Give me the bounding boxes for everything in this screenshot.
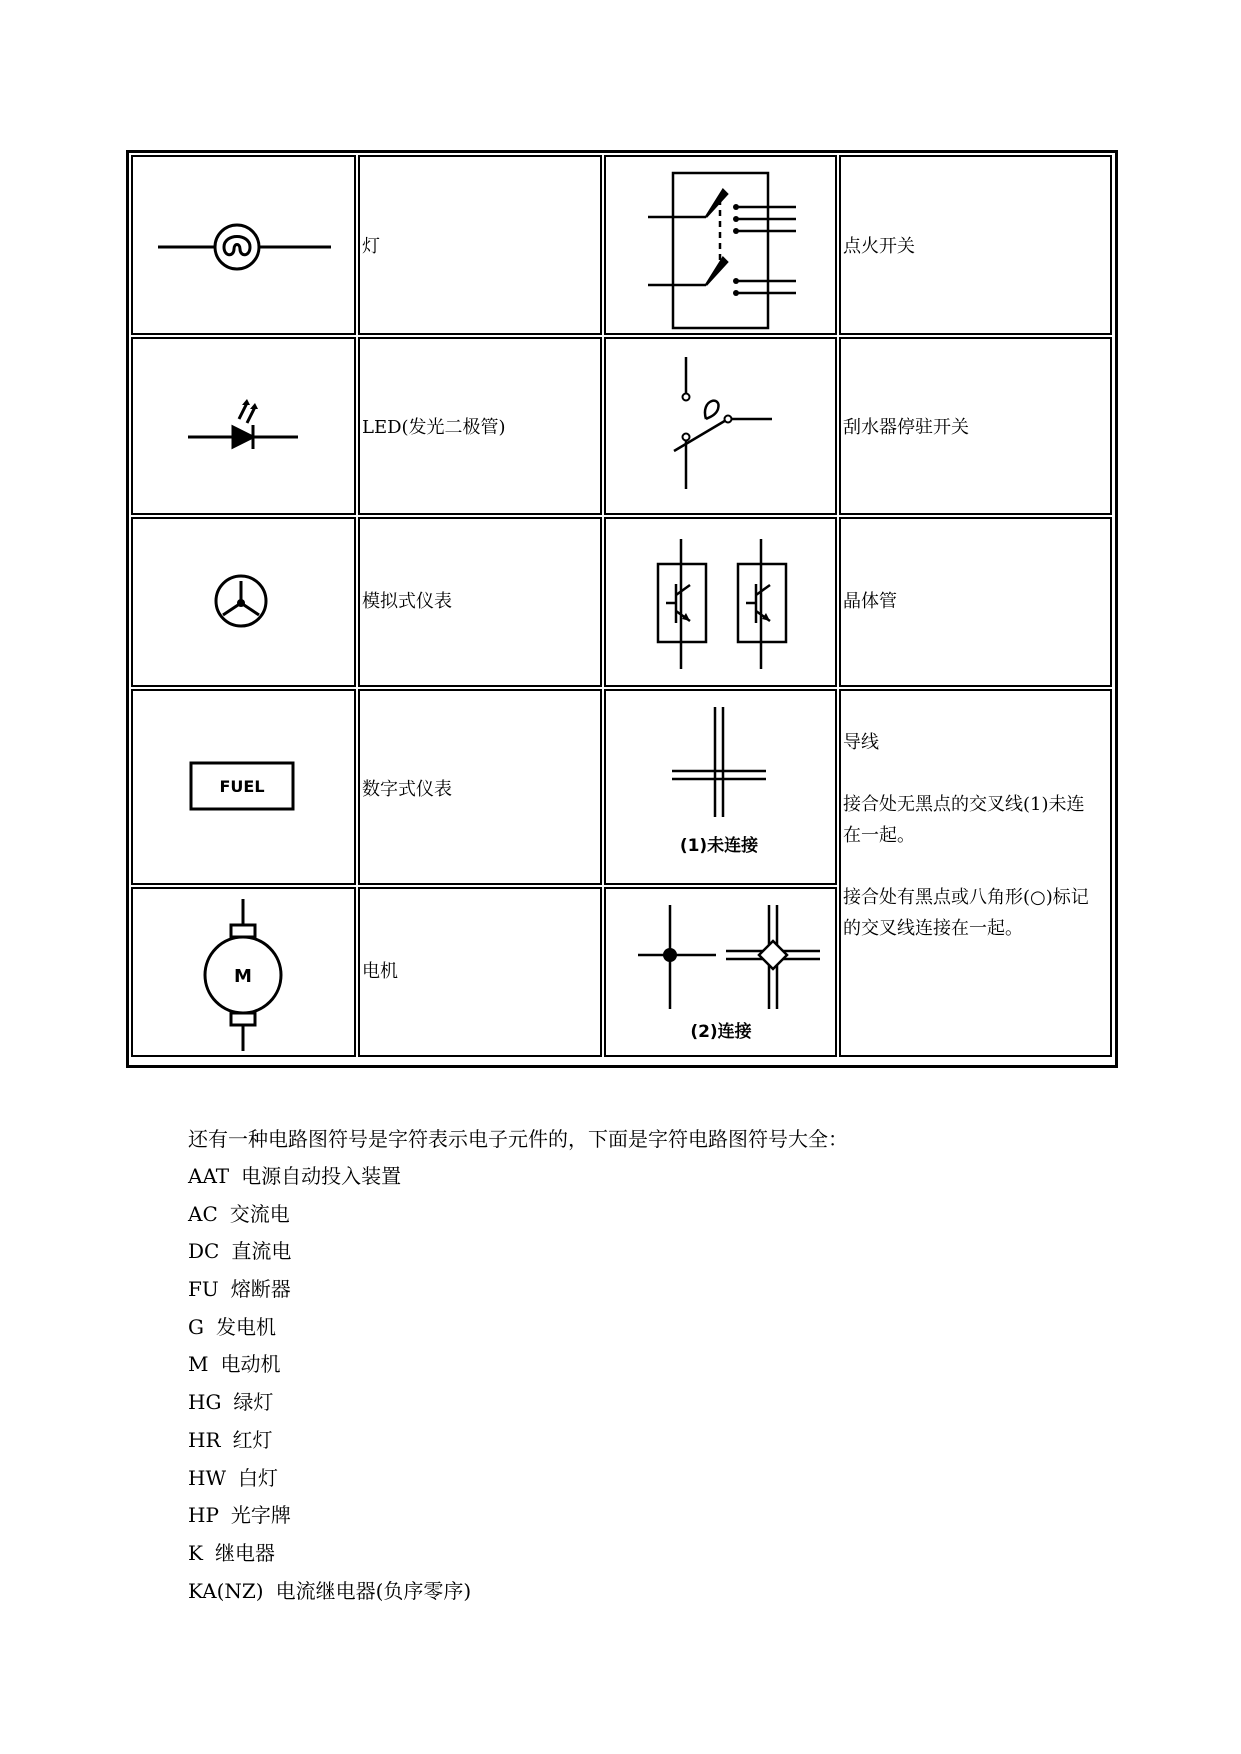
- item-name: 电源自动投入装置: [241, 1164, 402, 1188]
- wire-title: 导线: [843, 732, 879, 753]
- list-item: [188, 1309, 848, 1347]
- item-code: HG: [188, 1390, 222, 1415]
- list-item: [188, 1346, 848, 1384]
- item-name: 熔断器: [230, 1277, 291, 1302]
- list-item: [188, 1196, 848, 1234]
- item-code: HR: [188, 1427, 221, 1452]
- label-cell: [358, 155, 602, 335]
- item-name: 电动机: [220, 1352, 281, 1377]
- list-item: [188, 1460, 848, 1498]
- ignition-switch-icon: [606, 157, 839, 337]
- item-name: 电流继电器(负序零序): [275, 1578, 472, 1603]
- symbol-label-wiper-switch: 刮水器停驻开关: [843, 417, 969, 438]
- motor-text: M: [234, 966, 252, 987]
- symbol-cell-led: [131, 337, 356, 515]
- symbol-label-transistor: 晶体管: [843, 591, 897, 612]
- wiper-switch-icon: [606, 339, 839, 517]
- label-cell: [358, 887, 602, 1057]
- item-name: 交流电: [229, 1201, 290, 1226]
- label-cell: [839, 337, 1112, 515]
- symbol-cell-lamp: [131, 155, 356, 335]
- list-item: [188, 1271, 848, 1309]
- item-code: AAT: [188, 1164, 230, 1188]
- digital-meter-icon: [133, 691, 358, 887]
- list-item: [188, 1573, 848, 1611]
- label-cell: [839, 155, 1112, 335]
- item-code: M: [188, 1352, 209, 1377]
- lamp-icon: [133, 157, 358, 337]
- symbol-label-motor: 电机: [362, 961, 398, 982]
- list-item: [188, 1535, 848, 1573]
- led-icon: [133, 339, 358, 517]
- symbol-label-analog-meter: 模拟式仪表: [362, 591, 452, 612]
- item-code: KA(NZ): [188, 1578, 264, 1603]
- symbol-label-ignition-switch: 点火开关: [843, 236, 915, 257]
- item-code: G: [188, 1314, 204, 1339]
- symbol-cell-wire-not-connected: [604, 689, 837, 885]
- analog-meter-icon: [133, 519, 358, 689]
- symbol-label-lamp: 灯: [362, 236, 380, 257]
- wire-not-connected-caption: (1)未连接: [679, 836, 759, 856]
- label-cell: [358, 689, 602, 885]
- item-code: HW: [188, 1465, 226, 1490]
- label-cell: [358, 517, 602, 687]
- item-code: DC: [188, 1239, 220, 1264]
- item-name: 白灯: [238, 1465, 278, 1490]
- item-code: AC: [188, 1201, 218, 1226]
- intro-text: 还有一种电路图符号是字符表示电子元件的，下面是字符电路图符号大全：: [188, 1127, 848, 1151]
- list-item: [188, 1497, 848, 1535]
- symbol-cell-digital-meter: [131, 689, 356, 885]
- symbol-cell-ignition-switch: [604, 155, 837, 335]
- symbol-cell-analog-meter: [131, 517, 356, 687]
- item-name: 直流电: [231, 1239, 292, 1264]
- list-item: [188, 1422, 848, 1460]
- item-name: 绿灯: [233, 1390, 274, 1415]
- motor-icon: [133, 889, 358, 1059]
- item-name: 继电器: [214, 1540, 275, 1565]
- label-cell: [839, 517, 1112, 687]
- item-name: 发电机: [215, 1314, 276, 1339]
- wire-cross-not-connected-icon: [606, 691, 839, 887]
- list-item: [188, 1233, 848, 1271]
- wire-description-cell: [839, 689, 1112, 1057]
- symbol-label-digital-meter: 数字式仪表: [362, 779, 452, 800]
- symbol-cell-wire-connected: [604, 887, 837, 1057]
- label-cell: [358, 337, 602, 515]
- item-code: HP: [188, 1503, 219, 1528]
- wire-connected-caption: (2)连接: [690, 1022, 752, 1042]
- symbol-cell-motor: [131, 887, 356, 1057]
- wire-cross-connected-icon: [606, 889, 839, 1059]
- symbol-cell-wiper-switch: [604, 337, 837, 515]
- symbol-table: [126, 150, 1118, 1068]
- list-item: [188, 1384, 848, 1422]
- transistor-icon: [606, 519, 839, 689]
- wire-para-not-connected: 接合处无黑点的交叉线(1)未连在一起。: [843, 794, 1085, 846]
- item-code: K: [188, 1540, 203, 1565]
- wire-para-connected: 接合处有黑点或八角形(○)标记的交叉线连接在一起。: [843, 887, 1089, 939]
- wire-description: [843, 727, 1101, 944]
- symbol-label-led: LED(发光二极管): [362, 417, 506, 438]
- code-list-section: [188, 1120, 848, 1610]
- item-code: FU: [188, 1277, 219, 1302]
- digital-meter-text: FUEL: [219, 777, 265, 796]
- item-name: 红灯: [232, 1427, 273, 1452]
- list-item: [188, 1158, 848, 1196]
- item-name: 光字牌: [230, 1503, 291, 1528]
- symbol-cell-transistor: [604, 517, 837, 687]
